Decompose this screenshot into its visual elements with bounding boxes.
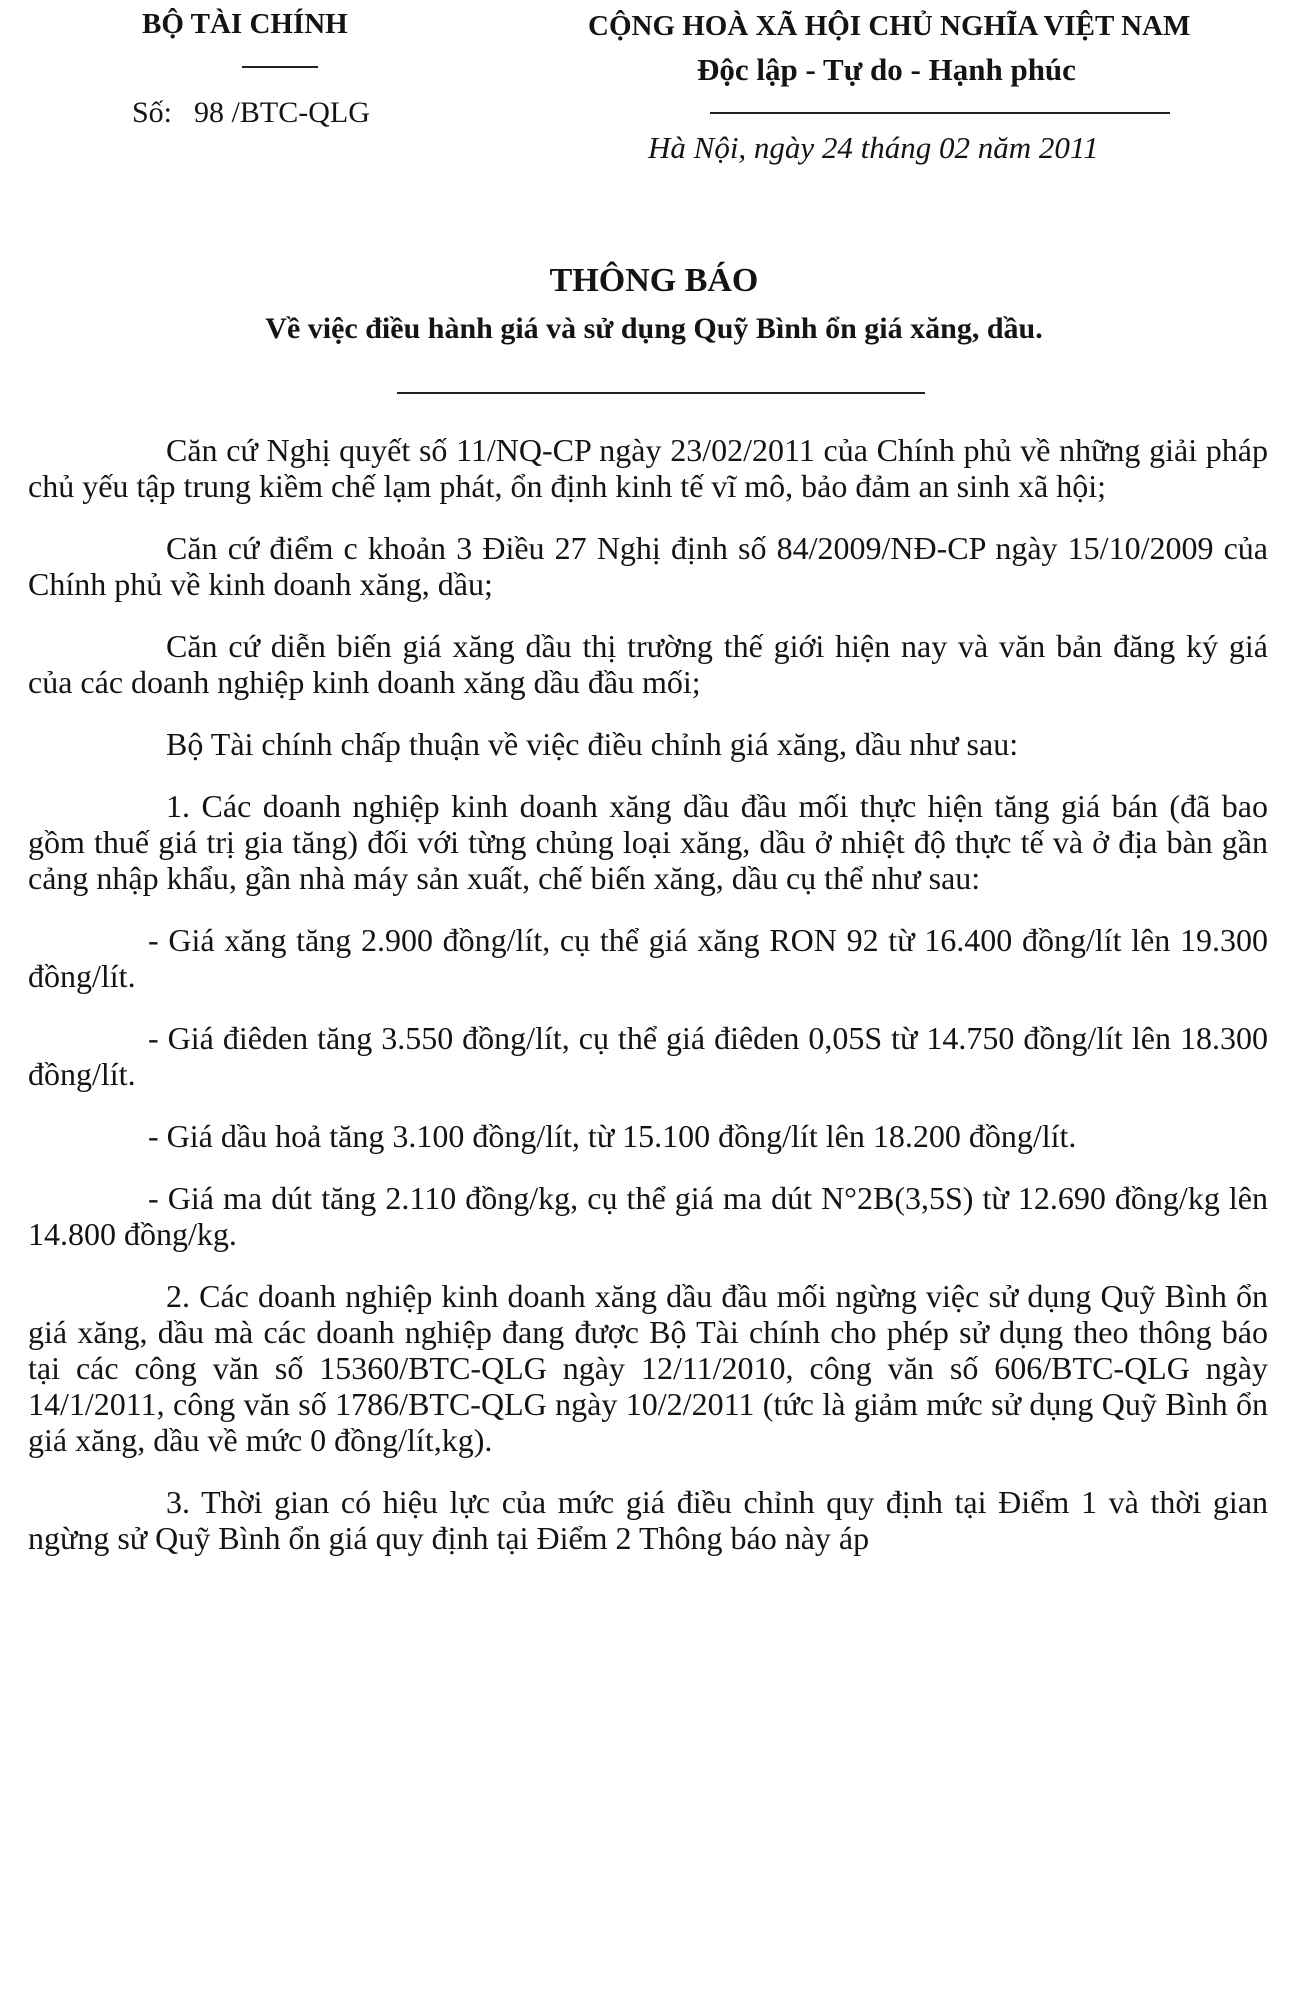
paragraph-item-2: 2. Các doanh nghiệp kinh doanh xăng dầu đầu mối ngừng việc sử dụng Quỹ Bình ổn giá xăng, dầu mà các doanh nghiệp đang được Bộ Tài chính cho phép sử dụng theo thông báo tại các công văn số 15360/BTC-QLG ngày 12/11/2010, công văn số 606/BTC-QLG ngày 14/1/2011, công văn số 1786/BTC-QLG ngày 10/2/2011 (tức là giảm mức sử dụng Quỹ Bình ổn giá xăng, dầu về mức 0 đồng/lít,kg). (28, 1278, 1268, 1458)
agency-underline (242, 66, 318, 68)
issuing-agency: BỘ TÀI CHÍNH (142, 8, 348, 40)
document-title: THÔNG BÁO (549, 262, 759, 299)
national-motto: Độc lập - Tự do - Hạnh phúc (697, 52, 1076, 87)
price-item-diesel: - Giá điêden tăng 3.550 đồng/lít, cụ thể giá điêden 0,05S từ 14.750 đồng/lít lên 18.300 đồng/lít. (28, 1020, 1268, 1092)
paragraph-legal-basis-3: Căn cứ diễn biến giá xăng dầu thị trường thế giới hiện nay và văn bản đăng ký giá của các doanh nghiệp kinh doanh xăng dầu đầu mối; (28, 628, 1268, 700)
title-underline (397, 392, 925, 394)
motto-underline (710, 112, 1170, 114)
document-subtitle: Về việc điều hành giá và sử dụng Quỹ Bình ổn giá xăng, dầu. (265, 312, 1043, 345)
national-title: CỘNG HOÀ XÃ HỘI CHỦ NGHĨA VIỆT NAM (588, 10, 1191, 42)
paragraph-item-1: 1. Các doanh nghiệp kinh doanh xăng dầu đầu mối thực hiện tăng giá bán (đã bao gồm thuế giá trị gia tăng) đối với từng chủng loại xăng, dầu ở nhiệt độ thực tế và ở địa bàn gần cảng nhập khẩu, gần nhà máy sản xuất, chế biến xăng, dầu cụ thể như sau: (28, 788, 1268, 896)
document-body (28, 432, 1268, 1582)
paragraph-legal-basis-1: Căn cứ Nghị quyết số 11/NQ-CP ngày 23/02/2011 của Chính phủ về những giải pháp chủ yếu tập trung kiềm chế lạm phát, ổn định kinh tế vĩ mô, bảo đảm an sinh xã hội; (28, 432, 1268, 504)
price-item-kerosene: - Giá dầu hoả tăng 3.100 đồng/lít, từ 15.100 đồng/lít lên 18.200 đồng/lít. (148, 1118, 1077, 1154)
price-item-gasoline: - Giá xăng tăng 2.900 đồng/lít, cụ thể giá xăng RON 92 từ 16.400 đồng/lít lên 19.300 đồng/lít. (28, 922, 1268, 994)
document-number-value: 98 /BTC-QLG (194, 96, 370, 129)
paragraph-legal-basis-2: Căn cứ điểm c khoản 3 Điều 27 Nghị định số 84/2009/NĐ-CP ngày 15/10/2009 của Chính phủ về kinh doanh xăng, dầu; (28, 530, 1268, 602)
document-number-label: Số: (132, 96, 173, 129)
place-and-date: Hà Nội, ngày 24 tháng 02 năm 2011 (648, 130, 1099, 165)
document-number (132, 96, 370, 130)
price-item-fuel-oil: - Giá ma dút tăng 2.110 đồng/kg, cụ thể giá ma dút N°2B(3,5S) từ 12.690 đồng/kg lên 14.800 đồng/kg. (28, 1180, 1268, 1252)
paragraph-approval: Bộ Tài chính chấp thuận về việc điều chỉnh giá xăng, dầu như sau: (166, 726, 1019, 762)
paragraph-item-3: 3. Thời gian có hiệu lực của mức giá điều chỉnh quy định tại Điểm 1 và thời gian ngừng sử Quỹ Bình ổn giá quy định tại Điểm 2 Thông báo này áp (28, 1484, 1268, 1556)
